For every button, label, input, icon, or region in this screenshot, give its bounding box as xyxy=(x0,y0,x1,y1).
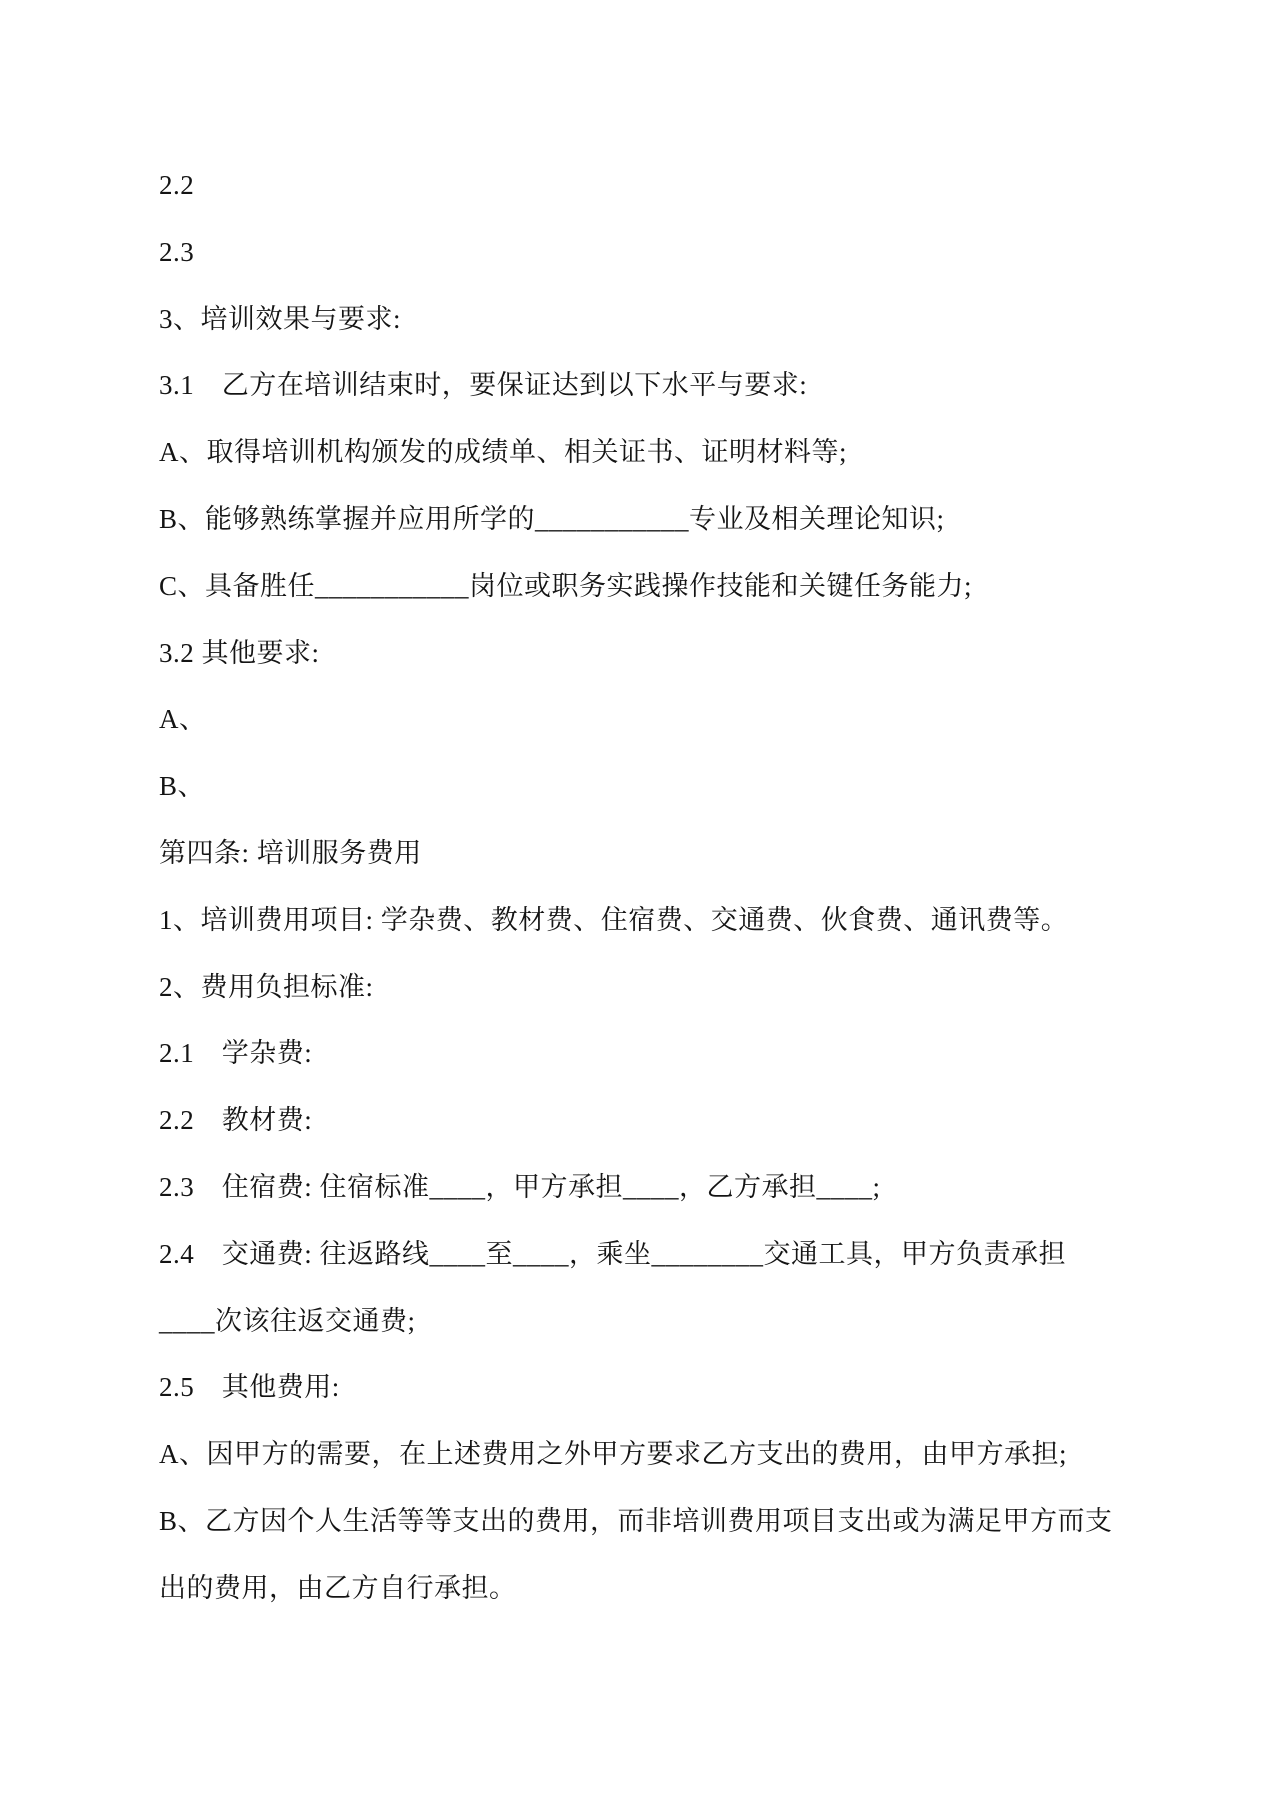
clause-3-2-other-requirements: 3.2 其他要求: xyxy=(159,637,320,668)
heading-article-4-training-fees: 第四条: 培训服务费用 xyxy=(159,837,422,868)
clause-4-1-fee-items: 1、培训费用项目: 学杂费、教材费、住宿费、交通费、伙食费、通讯费等。 xyxy=(159,904,1069,935)
clause-4-2-fee-standard: 2、费用负担标准: xyxy=(159,971,374,1002)
item-4-2-5-b: B、乙方因个人生活等等支出的费用，而非培训费用项目支出或为满足甲方而支 xyxy=(159,1505,1113,1536)
clause-4-2-3-lodging: 2.3 住宿费: 住宿标准____，甲方承担____，乙方承担____; xyxy=(159,1171,881,1202)
clause-2-2: 2.2 xyxy=(159,170,195,200)
item-3-2-a: A、 xyxy=(159,704,207,735)
item-4-2-5-b-cont: 出的费用，由乙方自行承担。 xyxy=(159,1572,517,1603)
clause-4-2-4-transport-cont: ____次该往返交通费; xyxy=(159,1305,416,1336)
item-3-1-a: A、取得培训机构颁发的成绩单、相关证书、证明材料等; xyxy=(159,437,847,468)
document-body xyxy=(159,152,1113,1622)
item-4-2-5-a: A、因甲方的需要，在上述费用之外甲方要求乙方支出的费用，由甲方承担; xyxy=(159,1439,1067,1470)
heading-3-training-effect: 3、培训效果与要求: xyxy=(159,303,402,334)
clause-4-2-5-other-fees: 2.5 其他费用: xyxy=(159,1372,340,1403)
item-3-1-c: C、具备胜任___________岗位或职务实践操作技能和关键任务能力; xyxy=(159,570,973,601)
clause-4-2-1-tuition: 2.1 学杂费: xyxy=(159,1038,313,1069)
clause-2-3: 2.3 xyxy=(159,236,195,267)
item-3-2-b: B、 xyxy=(159,771,206,802)
clause-4-2-2-textbook: 2.2 教材费: xyxy=(159,1105,313,1136)
item-3-1-b: B、能够熟练掌握并应用所学的___________专业及相关理论知识; xyxy=(159,503,945,534)
clause-4-2-4-transport: 2.4 交通费: 往返路线____至____，乘坐________交通工具，甲方负责承担 xyxy=(159,1238,1067,1269)
clause-3-1: 3.1 乙方在培训结束时，要保证达到以下水平与要求: xyxy=(159,370,808,401)
